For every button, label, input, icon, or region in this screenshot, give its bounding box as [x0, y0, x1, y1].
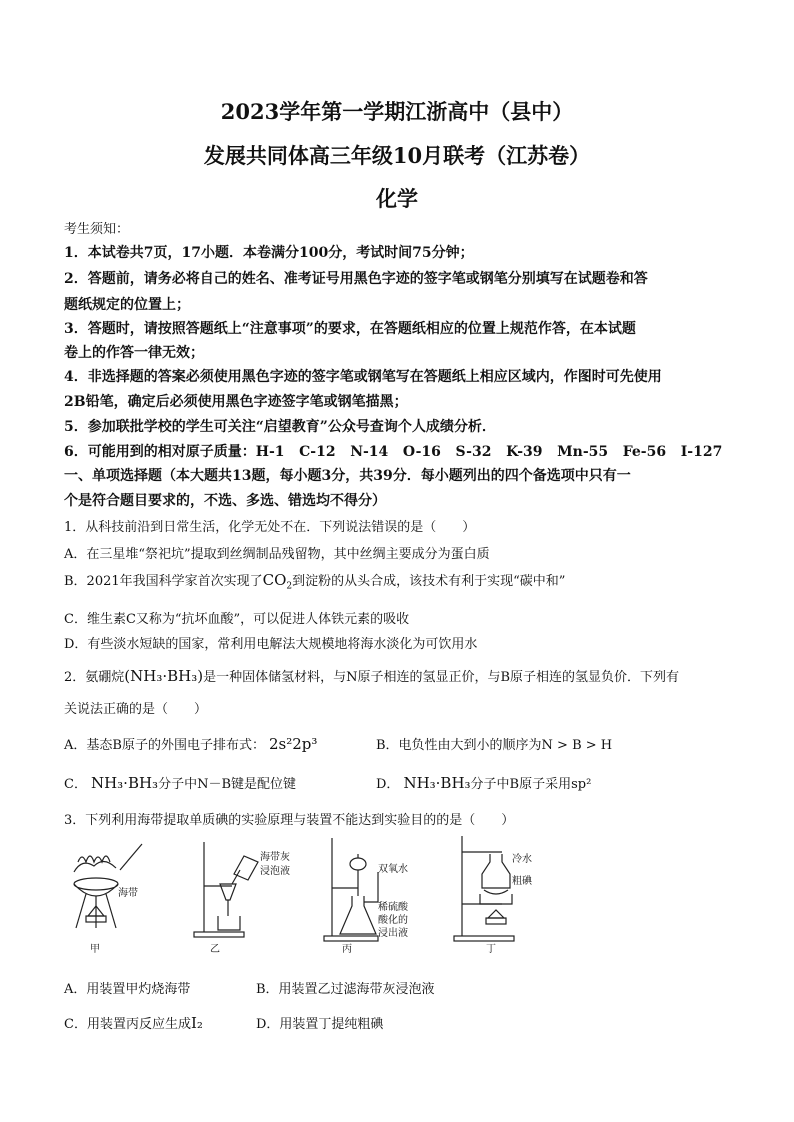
- notice-item-4-cont: 2B铅笔，确定后必须使用黑色字迹签字笔或钢笔描黑；: [64, 394, 408, 410]
- subject-title: 化学: [376, 186, 418, 211]
- label-jia: 甲: [90, 944, 100, 955]
- q1-option-b-chem: CO: [262, 571, 287, 589]
- notice-item-4: 4．非选择题的答案必须使用黑色字迹的签字笔或钢笔写在答题纸上相应区域内，作图时可先使用: [64, 369, 662, 385]
- q2-option-c: [64, 773, 296, 792]
- notice-item-5: 5．参加联批学校的学生可关注“启望教育”公众号查询个人成绩分析．: [64, 419, 496, 435]
- label-cudian: 粗碘: [512, 876, 532, 887]
- notice-item-1: 1．本试卷共7页，17小题．本卷满分100分，考试时间75分钟；: [64, 245, 474, 261]
- notice-item-2: 2．答题前，请务必将自己的姓名、准考证号用黑色字迹的签字笔或钢笔分别填写在试题卷和答: [64, 271, 648, 287]
- q2-option-d-pre: D．: [376, 777, 400, 792]
- exam-title-line2: 发展共同体高三年级10月联考（江苏卷）: [203, 143, 591, 168]
- label-yi: 乙: [210, 944, 220, 955]
- q2-stem-post: 是一种固体储氢材料，与N原子相连的氢显正价，与B原子相连的氢显负价．下列有: [203, 670, 680, 685]
- q2-stem-pre: 2．氨硼烷: [64, 670, 125, 685]
- q3-option-d: D．用装置丁提纯粗碘: [256, 1017, 384, 1032]
- q1-option-b: [64, 570, 565, 592]
- q2-option-c-post: 分子中N－B键是配位键: [158, 777, 296, 792]
- label-xiliu-2: 酸化的: [378, 915, 408, 926]
- q2-option-a-pre: A．基态B原子的外围电子排布式：: [64, 738, 265, 753]
- label-lengshui: 冷水: [512, 854, 532, 865]
- section-heading-line2: 个是符合题目要求的，不选、多选、错选均不得分）: [64, 493, 386, 509]
- q3-option-c-pre: C．用装置丙反应生成: [64, 1017, 191, 1032]
- apparatus-ding-figure: [450, 832, 550, 952]
- exam-title-line1: 2023学年第一学期江浙高中（县中）: [220, 99, 574, 124]
- q2-option-d-post: 分子中B原子采用sp²: [470, 777, 592, 792]
- q1-option-a: A．在三星堆“祭祀坑”提取到丝绸制品残留物，其中丝绸主要成分为蛋白质: [64, 547, 490, 562]
- notice-item-6: 6．可能用到的相对原子质量：H-1 C-12 N-14 O-16 S-32 K-39 Mn-55 Fe-56 I-127: [64, 444, 723, 460]
- q1-option-b-pre: B．2021年我国科学家首次实现了: [64, 574, 263, 589]
- apparatus-jia-figure: [60, 832, 160, 952]
- label-huijin-2: 浸泡液: [260, 866, 290, 877]
- notice-item-2-cont: 题纸规定的位置上；: [64, 297, 190, 313]
- q2-stem-formula: (NH₃·BH₃): [124, 667, 204, 685]
- label-bing: 丙: [342, 944, 352, 955]
- q2-option-c-formula: NH₃·BH₃: [90, 774, 159, 792]
- q1-stem: 1．从科技前沿到日常生活，化学无处不在．下列说法错误的是（ ）: [64, 520, 476, 535]
- q2-option-c-pre: C．: [64, 777, 87, 792]
- q1-option-b-post: 到淀粉的从头合成，该技术有利于实现“碳中和”: [292, 574, 566, 589]
- q2-stem: [64, 666, 679, 685]
- notice-item-3: 3．答题时，请按照答题纸上“注意事项”的要求，在答题纸相应的位置上规范作答，在本试题: [64, 321, 636, 337]
- q2-option-a: [64, 734, 317, 753]
- section-heading-line1: 一、单项选择题（本大题共13题，每小题3分，共39分．每小题列出的四个备选项中只有一: [64, 468, 631, 484]
- notice-item-3-cont: 卷上的作答一律无效；: [64, 345, 204, 361]
- q1-option-c: C．维生素C又称为“抗坏血酸”，可以促进人体铁元素的吸收: [64, 612, 410, 627]
- q2-option-a-formula: 2s²2p³: [268, 735, 318, 753]
- q3-option-c: [64, 1013, 203, 1032]
- q3-option-c-chem: I₂: [190, 1014, 203, 1032]
- q3-option-b: B．用装置乙过滤海带灰浸泡液: [256, 982, 435, 997]
- q2-option-d: [376, 773, 591, 792]
- q2-option-d-formula: NH₃·BH₃: [403, 774, 471, 792]
- label-xiliu-1: 稀硫酸: [378, 902, 408, 913]
- q1-option-b-sub: 2: [286, 581, 293, 592]
- q1-option-d: D．有些淡水短缺的国家，常利用电解法大规模地将海水淡化为可饮用水: [64, 637, 478, 652]
- label-huijin-1: 海带灰: [260, 852, 290, 863]
- notice-heading: 考生须知：: [64, 222, 130, 237]
- label-ding: 丁: [486, 944, 496, 955]
- apparatus-figures: [60, 832, 560, 962]
- q3-stem: 3．下列利用海带提取单质碘的实验原理与装置不能达到实验目的的是（ ）: [64, 813, 515, 828]
- label-xiliu-3: 浸出液: [378, 928, 408, 939]
- q2-stem-cont: 关说法正确的是（ ）: [64, 702, 208, 717]
- label-shuangyang: 双氧水: [378, 864, 408, 875]
- q2-option-b: B．电负性由大到小的顺序为N > B > H: [376, 738, 613, 753]
- q3-option-a: A．用装置甲灼烧海带: [64, 982, 191, 997]
- label-haidai: 海带: [118, 888, 138, 899]
